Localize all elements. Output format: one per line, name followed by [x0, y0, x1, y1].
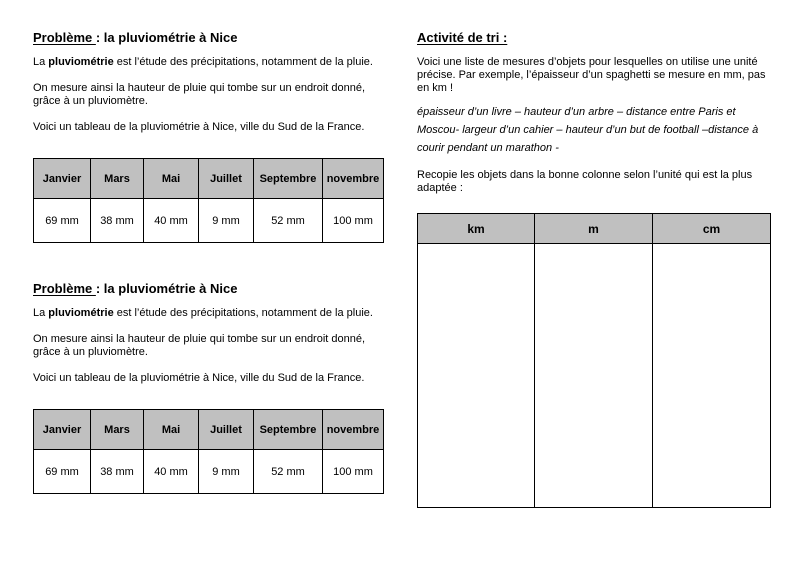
- table-header-row: [34, 410, 384, 450]
- probleme-paragraph-1: [33, 56, 383, 69]
- paragraph-text: La: [33, 56, 49, 68]
- table-row: [34, 199, 384, 243]
- empty-answer-cell: [653, 244, 771, 508]
- activite-instruction: Recopie les objets dans la bonne colonne selon l’unité qui est la plus adaptée :: [417, 169, 753, 194]
- probleme-title-rest: : la pluviométrie à Nice: [95, 281, 238, 296]
- rainfall-value: 38 mm: [91, 199, 144, 243]
- rainfall-value: 9 mm: [199, 450, 254, 494]
- table-row: [34, 450, 384, 494]
- month-header: novembre: [323, 410, 384, 450]
- rainfall-value: 40 mm: [144, 450, 199, 494]
- rainfall-value: 52 mm: [254, 199, 323, 243]
- probleme-title: [33, 281, 383, 296]
- activite-intro: Voici une liste de mesures d’objets pour lesquelles on utilise une unité précise. Par exemple, l’épaisseur d’un spaghetti se mesure en mm, pas en km !: [417, 56, 766, 94]
- empty-answer-cell: [418, 244, 535, 508]
- probleme-paragraph-2: On mesure ainsi la hauteur de pluie qui tombe sur un endroit donné, grâce à un pluviomètre.: [33, 82, 366, 107]
- rainfall-value: 52 mm: [254, 450, 323, 494]
- pluviometry-table-2: [33, 409, 384, 494]
- rainfall-value: 38 mm: [91, 450, 144, 494]
- activite-title-text: Activité de tri :: [417, 30, 508, 45]
- probleme-paragraph-1: [33, 307, 383, 320]
- paragraph-text: La: [33, 307, 49, 319]
- month-header: Septembre: [254, 159, 323, 199]
- probleme-section-1: [33, 30, 383, 243]
- paragraph-bold-word: pluviométrie: [48, 307, 114, 319]
- probleme-paragraph-3: Voici un tableau de la pluviométrie à Nice, ville du Sud de la France.: [33, 372, 365, 384]
- month-header: Janvier: [34, 410, 91, 450]
- probleme-title-rest: : la pluviométrie à Nice: [95, 30, 238, 45]
- month-header: Janvier: [34, 159, 91, 199]
- rainfall-value: 100 mm: [323, 199, 384, 243]
- rainfall-value: 40 mm: [144, 199, 199, 243]
- rainfall-value: 100 mm: [323, 450, 384, 494]
- probleme-paragraph-2: On mesure ainsi la hauteur de pluie qui tombe sur un endroit donné, grâce à un pluviomètre.: [33, 333, 366, 358]
- unit-header-km: km: [418, 214, 535, 244]
- rainfall-value: 9 mm: [199, 199, 254, 243]
- month-header: novembre: [323, 159, 384, 199]
- unit-header-m: m: [535, 214, 653, 244]
- rainfall-value: 69 mm: [34, 199, 91, 243]
- month-header: Mars: [91, 159, 144, 199]
- rainfall-value: 69 mm: [34, 450, 91, 494]
- month-header: Mai: [144, 410, 199, 450]
- left-column: [33, 30, 383, 494]
- activite-title: [417, 30, 770, 45]
- table-header-row: [418, 214, 771, 244]
- activite-section: [417, 30, 770, 508]
- probleme-section-2: [33, 281, 383, 494]
- probleme-paragraph-3: Voici un tableau de la pluviométrie à Nice, ville du Sud de la France.: [33, 121, 365, 133]
- month-header: Mai: [144, 159, 199, 199]
- table-header-row: [34, 159, 384, 199]
- pluviometry-table-1: [33, 158, 384, 243]
- probleme-title: [33, 30, 383, 45]
- probleme-title-underlined: Problème: [33, 30, 96, 45]
- unit-header-cm: cm: [653, 214, 771, 244]
- month-header: Mars: [91, 410, 144, 450]
- unit-sort-table: [417, 213, 771, 508]
- activite-items-list: épaisseur d’un livre – hauteur d’un arbre – distance entre Paris et Moscou- largeur d’un cahier – hauteur d’un but de football –distance à courir pendant un marathon -: [417, 106, 759, 154]
- month-header: Juillet: [199, 159, 254, 199]
- paragraph-text: est l’étude des précipitations, notamment de la pluie.: [113, 307, 373, 319]
- month-header: Juillet: [199, 410, 254, 450]
- probleme-title-underlined: Problème: [33, 281, 96, 296]
- paragraph-bold-word: pluviométrie: [48, 56, 114, 68]
- table-row: [418, 244, 771, 508]
- paragraph-text: est l’étude des précipitations, notamment de la pluie.: [113, 56, 373, 68]
- month-header: Septembre: [254, 410, 323, 450]
- right-column: [417, 30, 770, 508]
- empty-answer-cell: [535, 244, 653, 508]
